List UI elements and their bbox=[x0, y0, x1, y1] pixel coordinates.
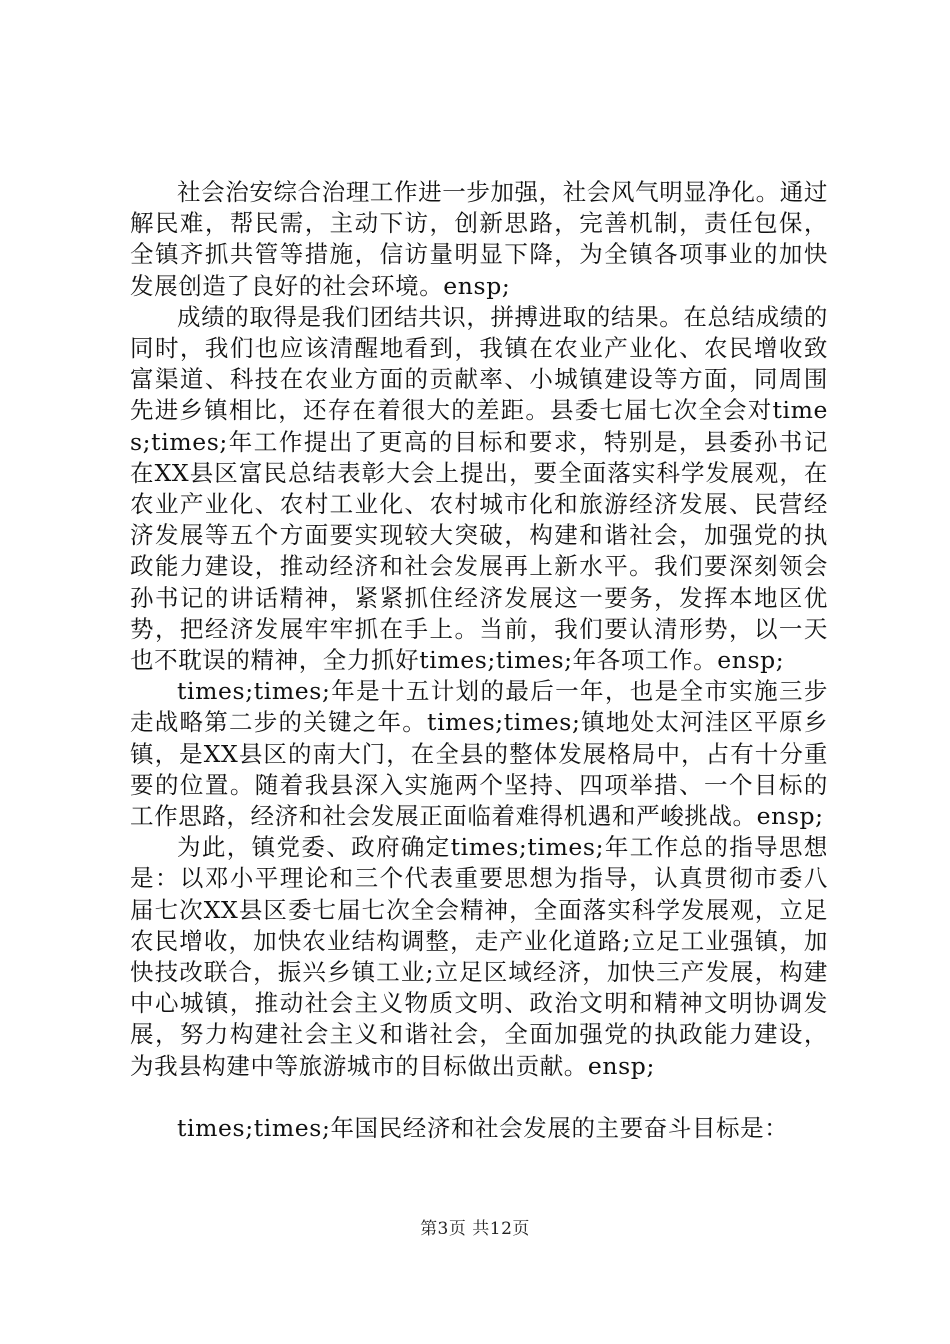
paragraph-social-security: 社会治安综合治理工作进一步加强，社会风气明显净化。通过解民难，帮民需，主动下访，创新思路，完善机制，责任包保，全镇齐抓共管等措施，信访量明显下降，为全镇各项事业的加快发展创造了良好的社会环境。ensp; bbox=[130, 178, 828, 300]
paragraph-achievements: 成绩的取得是我们团结共识，拼搏进取的结果。在总结成绩的同时，我们也应该清醒地看到，我镇在农业产业化、农民增收致富渠道、科技在农业方面的贡献率、小城镇建设等方面，同周围先进乡镇相比，还存在着很大的差距。县委七届七次全会对times;times;年工作提出了更高的目标和要求，特别是，县委孙书记在XX县区富民总结表彰大会上提出，要全面落实科学发展观，在农业产业化、农村工业化、农村城市化和旅游经济发展、民营经济发展等五个方面要实现较大突破，构建和谐社会，加强党的执政能力建设，推动经济和社会发展再上新水平。我们要深刻领会孙书记的讲话精神，紧紧抓住经济发展这一要务，发挥本地区优势，把经济发展牢牢抓在手上。当前，我们要认清形势，以一天也不耽误的精神，全力抓好times;times;年各项工作。ensp; bbox=[130, 302, 828, 675]
page-number-footer: 第3页 共12页 bbox=[420, 1219, 530, 1239]
paragraph-main-goals: times;times;年国民经济和社会发展的主要奋斗目标是： bbox=[177, 1113, 789, 1142]
paragraph-key-year: times;times;年是十五计划的最后一年，也是全市实施三步走战略第二步的关键之年。times;times;镇地处太河洼区平原乡镇，是XX县区的南大门，在全县的整体发展格局中，占有十分重要的位置。随着我县深入实施两个坚持、四项举措、一个目标的工作思路，经济和社会发展正面临着难得机遇和严峻挑战。ensp; bbox=[130, 677, 828, 831]
paragraph-guiding-thought: 为此，镇党委、政府确定times;times;年工作总的指导思想是：以邓小平理论和三个代表重要思想为指导，认真贯彻市委八届七次XX县区委七届七次全会精神，全面落实科学发展观，立足农民增收，加快农业结构调整，走产业化道路;立足工业强镇，加快技改联合，振兴乡镇工业;立足区域经济，加快三产发展，构建中心城镇，推动社会主义物质文明、政治文明和精神文明协调发展，努力构建社会主义和谐社会，全面加强党的执政能力建设，为我县构建中等旅游城市的目标做出贡献。ensp; bbox=[130, 833, 828, 1080]
document-body bbox=[130, 177, 828, 1144]
